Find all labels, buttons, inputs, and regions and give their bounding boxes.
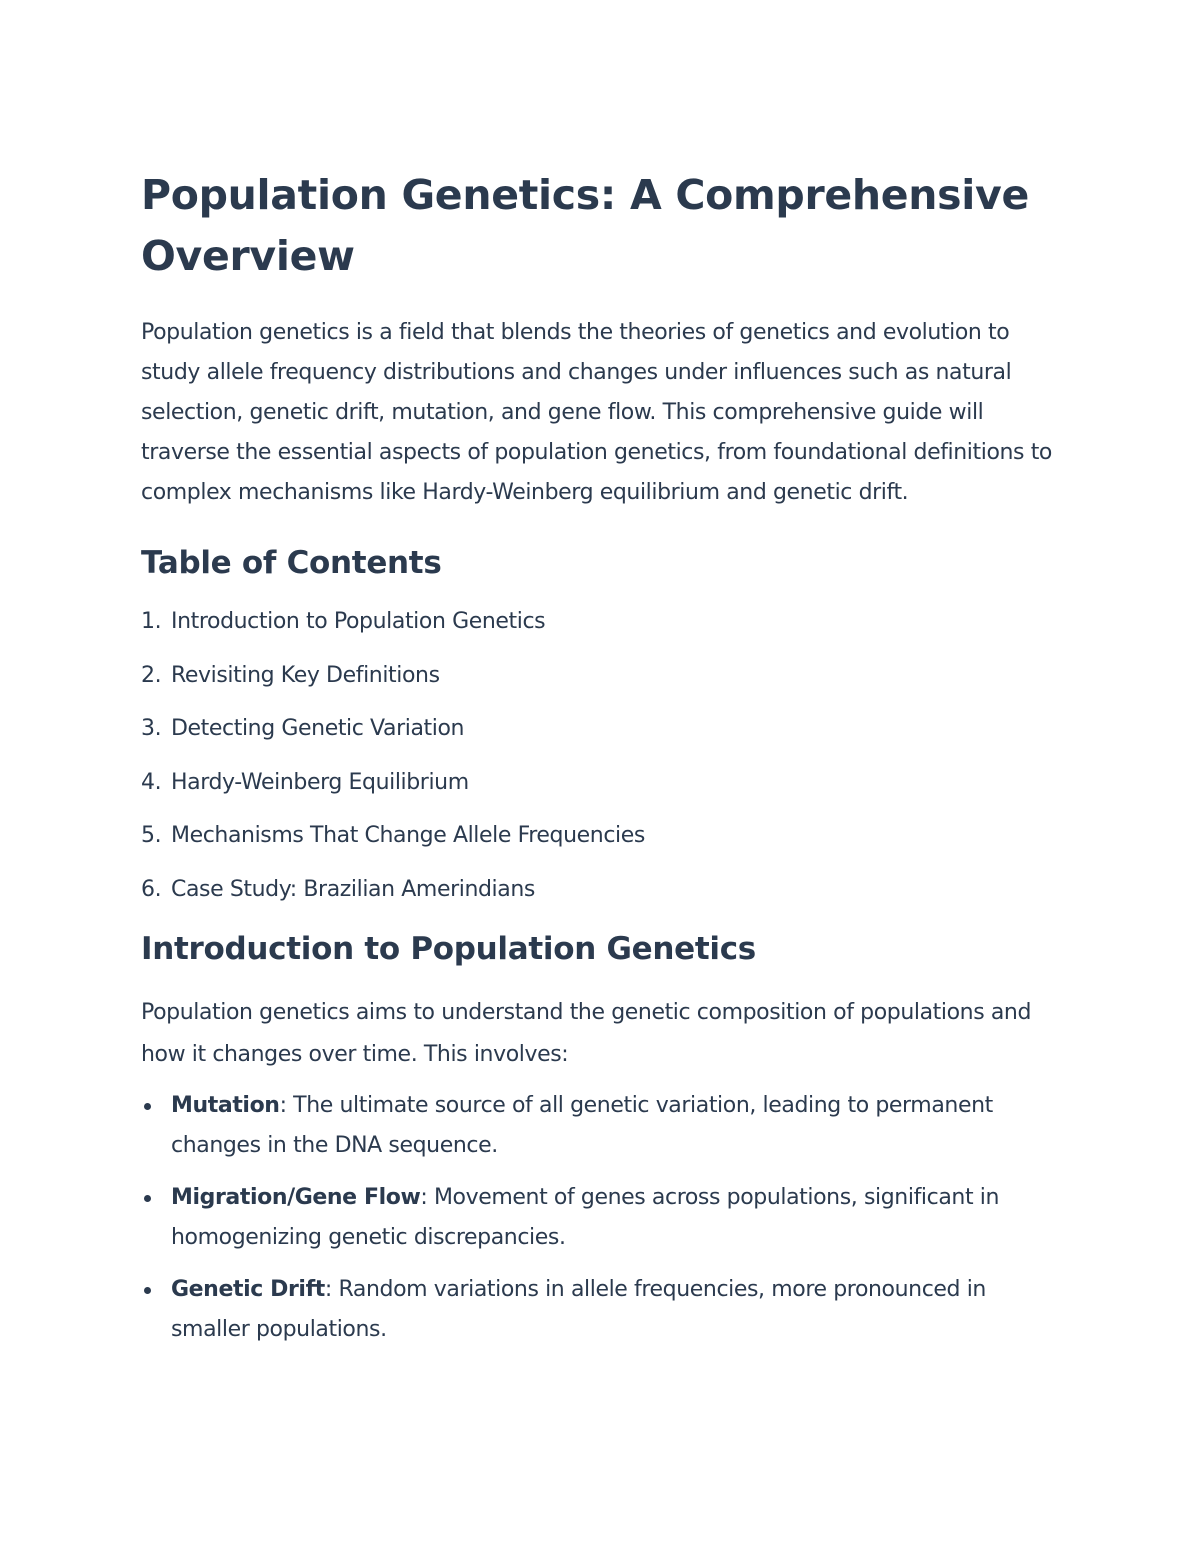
toc-item-number: 3.	[141, 716, 162, 741]
list-item-text: : Movement of genes across populations, significant in homogenizing genetic discrepancies.	[171, 1185, 1000, 1250]
toc-item-label: Hardy-Weinberg Equilibrium	[171, 769, 469, 795]
list-item-text: : Random variations in allele frequencies, more pronounced in smaller populations.	[171, 1277, 986, 1342]
toc-item[interactable]	[141, 712, 1061, 746]
list-item-term: Migration/Gene Flow	[171, 1185, 421, 1210]
toc-item-number: 4.	[141, 769, 162, 795]
toc-item-label: Revisiting Key Definitions	[171, 662, 440, 688]
bullet-icon	[144, 1103, 151, 1110]
toc-item-number: 6.	[141, 876, 162, 902]
toc-item[interactable]	[141, 766, 1061, 800]
list-item-term: Mutation	[171, 1093, 280, 1118]
toc-item-number: 1.	[141, 609, 162, 634]
toc-item[interactable]	[141, 819, 1061, 853]
list-item	[141, 1178, 1061, 1258]
section-paragraph: Population genetics aims to understand the genetic composition of populations and how it changes over time. This involves:	[141, 1000, 1032, 1067]
toc-item-number: 2.	[141, 662, 162, 688]
bullet-icon	[144, 1287, 151, 1294]
document-page	[141, 165, 1061, 1362]
list-item-text: : The ultimate source of all genetic variation, leading to permanent changes in the DNA sequence.	[171, 1093, 993, 1158]
toc-item[interactable]	[141, 659, 1061, 693]
bullet-icon	[144, 1195, 151, 1202]
list-item-term: Genetic Drift	[171, 1277, 325, 1302]
page-title: Population Genetics: A Comprehensive Overview	[141, 171, 1029, 280]
table-of-contents	[141, 605, 1061, 907]
toc-item[interactable]	[141, 605, 1061, 639]
toc-item-label: Mechanisms That Change Allele Frequencies	[171, 823, 645, 848]
toc-heading: Table of Contents	[141, 545, 442, 581]
section-heading: Introduction to Population Genetics	[141, 931, 756, 967]
toc-item-label: Detecting Genetic Variation	[171, 716, 465, 741]
list-item	[141, 1086, 1061, 1166]
toc-item[interactable]	[141, 873, 1061, 907]
toc-item-label: Case Study: Brazilian Amerindians	[171, 876, 535, 902]
bullet-list	[141, 1086, 1061, 1350]
toc-item-number: 5.	[141, 823, 162, 848]
intro-paragraph: Population genetics is a field that blends the theories of genetics and evolution to study allele frequency distributions and changes under influences such as natural selection, genetic drift, mutation, and gene flow. This comprehensive guide will traverse the essential aspects of population genetics, from foundational definitions to complex mechanisms like Hardy-Weinberg equilibrium and genetic drift.	[141, 320, 1052, 505]
list-item	[141, 1270, 1061, 1350]
toc-item-label: Introduction to Population Genetics	[171, 609, 546, 634]
